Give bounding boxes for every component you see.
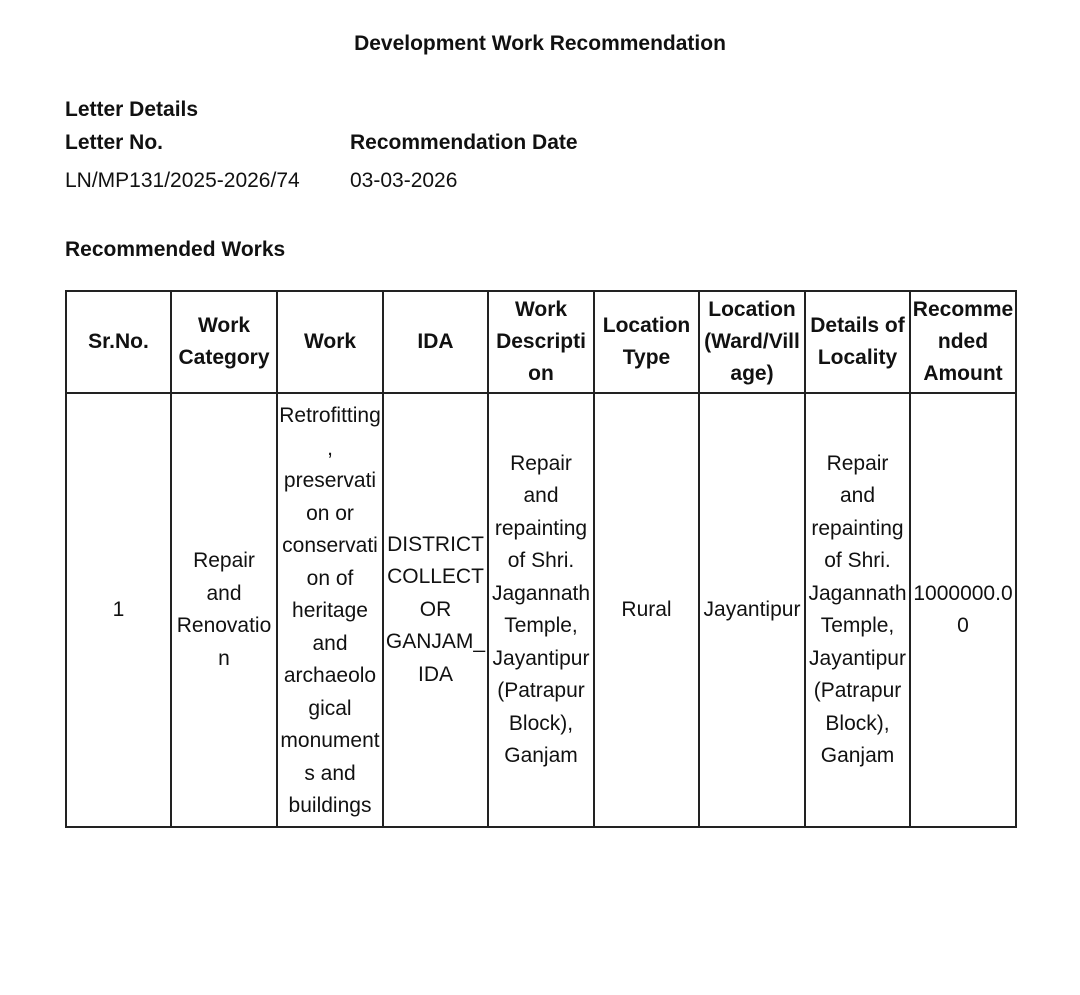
recommendation-date-value: 03-03-2026 [350, 169, 458, 192]
cell-sr-no: 1 [66, 393, 171, 827]
column-header-work: Work [277, 291, 383, 393]
column-header-location-type: Location Type [594, 291, 699, 393]
cell-location-ward-village: Jayantipur [699, 393, 805, 827]
table-row [66, 393, 1016, 827]
letter-no-label: Letter No. [65, 131, 164, 154]
cell-ida: DISTRICT COLLECT OR GANJAM_ IDA [383, 393, 488, 827]
column-header-sr-no: Sr.No. [66, 291, 171, 393]
cell-work: Retrofitting , preservati on or conservati on of heritage and archaeolo gical monument s and buildings [277, 393, 383, 827]
recommended-works-heading: Recommended Works [65, 238, 286, 261]
column-header-recommended-amount: Recomme nded Amount [910, 291, 1016, 393]
letter-details-heading: Letter Details [65, 98, 199, 121]
column-header-work-description: Work Descripti on [488, 291, 594, 393]
recommended-works-table [65, 290, 1017, 828]
table-header-row [66, 291, 1016, 393]
column-header-location-ward-village: Location (Ward/Vill age) [699, 291, 805, 393]
cell-location-type: Rural [594, 393, 699, 827]
recommendation-date-label: Recommendation Date [350, 131, 578, 154]
cell-work-description: Repair and repainting of Shri. Jagannath Temple, Jayantipur (Patrapur Block), Ganjam [488, 393, 594, 827]
cell-details-of-locality: Repair and repainting of Shri. Jagannath Temple, Jayantipur (Patrapur Block), Ganjam [805, 393, 910, 827]
letter-no-value: LN/MP131/2025-2026/74 [65, 169, 300, 192]
cell-work-category: Repair and Renovatio n [171, 393, 277, 827]
column-header-ida: IDA [383, 291, 488, 393]
cell-recommended-amount: 1000000.0 0 [910, 393, 1016, 827]
page-title: Development Work Recommendation [354, 32, 726, 55]
column-header-work-category: Work Category [171, 291, 277, 393]
column-header-details-of-locality: Details of Locality [805, 291, 910, 393]
